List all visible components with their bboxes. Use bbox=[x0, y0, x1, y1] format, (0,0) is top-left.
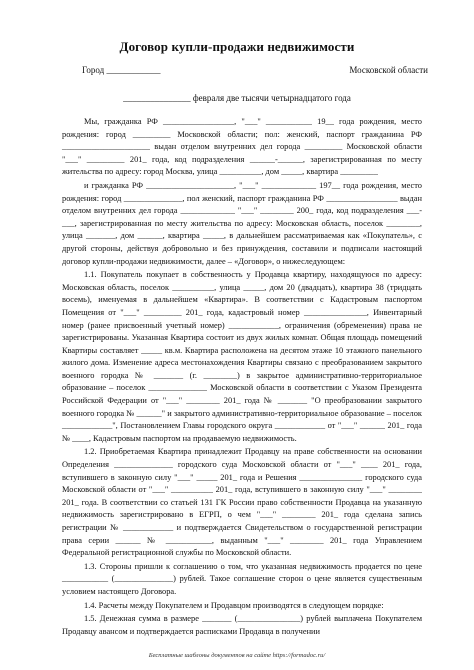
document-title: Договор купли-продажи недвижимости bbox=[119, 39, 355, 54]
region-label: Московской области bbox=[349, 65, 428, 75]
contract-body bbox=[62, 116, 422, 638]
paragraph-1-1: 1.1. Покупатель покупает в собственность у Продавца квартиру, находящуюся по адресу: Московская область, поселок __________, улица _____, дом 20 (двадцать), квартира 38 (тридцать восемь), именуемая в дальнейшем «Квартира». В соответствии с Кадастровым паспортом Помещения от "___" _________ 201_ года, кадастровый номер _______________, Инвентарный номер (ранее присвоенный учетный номер) ____________, ограничения (обременения) права не зарегистрированы. Указанная Квартира состоит из двух жилых комнат. Общая площадь помещений Квартиры составляет _____ кв.м. Квартира расположена на десятом этаже 10 этажного панельного жилого дома. Изменение адреса местонахождения Квартиры связано с преобразованием закрытого военного городка № _______ (г. ________) в закрытое административно-территориальное образование – поселок ______________ Московской области в соответствии с Указом Президента Российской Федерации от "___" ________ 201_ года № _______ "О преобразовании закрытого военного городка № ______" и закрытого административно-территориальное образование – поселок ____________", Постановлением Главы городского округа ____________ от "___" ______ 201_ года № ____, Кадастровым паспортом на продаваемую недвижимость. bbox=[62, 270, 422, 443]
city-label: Город ____________ bbox=[82, 65, 161, 75]
footer-source-note: Бесплатные шаблоны документов на сайте https://formadoc.ru/ bbox=[148, 652, 326, 659]
date-line: _______________ февраля две тысячи четырнадцатого года bbox=[123, 93, 351, 103]
paragraph-1-2: 1.2. Приобретаемая Квартира принадлежит Продавцу на праве собственности на основании Определения ______________ городского суда Московской области от "___" ____ 201_ года, вступившего в законную силу "___" _____ 201_ года и Решения _______________ городского суда Московской области от "___" __________ 201_ года, вступившего в законную силу "___" ________ 201_ года. В соответствии со статьей 131 ГК России право собственности Продавца на указанную недвижимость зарегистрировано в ЕГРП, о чем "___" ________ 201_ года сделана запись регистрации № ____________ и подтверждается Свидетельством о государственной регистрации права серии ______ № ___________, выданным "___" ________ 201_ года Управлением Федеральной регистрационной службы по Московской области. bbox=[62, 447, 422, 558]
paragraph-buyer: и гражданка РФ _____________________, "___" _____________ 197__ года рождения, место рождения: город ______________, пол женский, паспорт гражданина РФ _________________ выдан отделом внутренних дел города _____________ "___" ________ 200_ года, код подразделения ___-___, зарегистрированная по месту жительства по адресу: Московская область, поселок ________, улица _______, дом ______, квартира _____, в дальнейшем рассматриваемая как «Покупатель», с другой стороны, действуя добровольно и без принуждения, составили и подписали настоящий договор купли-продажи недвижимости, далее – «Договор», о нижеследующем: bbox=[62, 180, 422, 266]
paragraph-seller: Мы, гражданка РФ _________________, "___" ___________ 19__ года рождения, место рождения: город _________ Московской области; пол: женский, паспорт гражданина РФ _____________________ выдан отделом внутренних дел города _________ Московской области "___" _________ 201_ года, код подразделения ______-______, зарегистрированная по месту жительства по адресу: город Москва, улица __________, дом _____, квартира _________ bbox=[62, 117, 422, 177]
paragraph-1-4: 1.4. Расчеты между Покупателем и Продавцом производятся в следующем порядке: bbox=[84, 600, 384, 610]
paragraph-1-5: 1.5. Денежная сумма в размере _______ (_______________) рублей выплачена Покупателем Продавцу авансом и подтверждается расписками Продавца в получении bbox=[62, 614, 422, 636]
paragraph-1-3: 1.3. Стороны пришли к соглашению о том, что указанная недвижимость продается по цене ___________ (______________) рублей. Такое соглашение сторон о цене является существенным условием настоящего Договора. bbox=[62, 561, 422, 596]
city-region-row bbox=[82, 65, 428, 75]
